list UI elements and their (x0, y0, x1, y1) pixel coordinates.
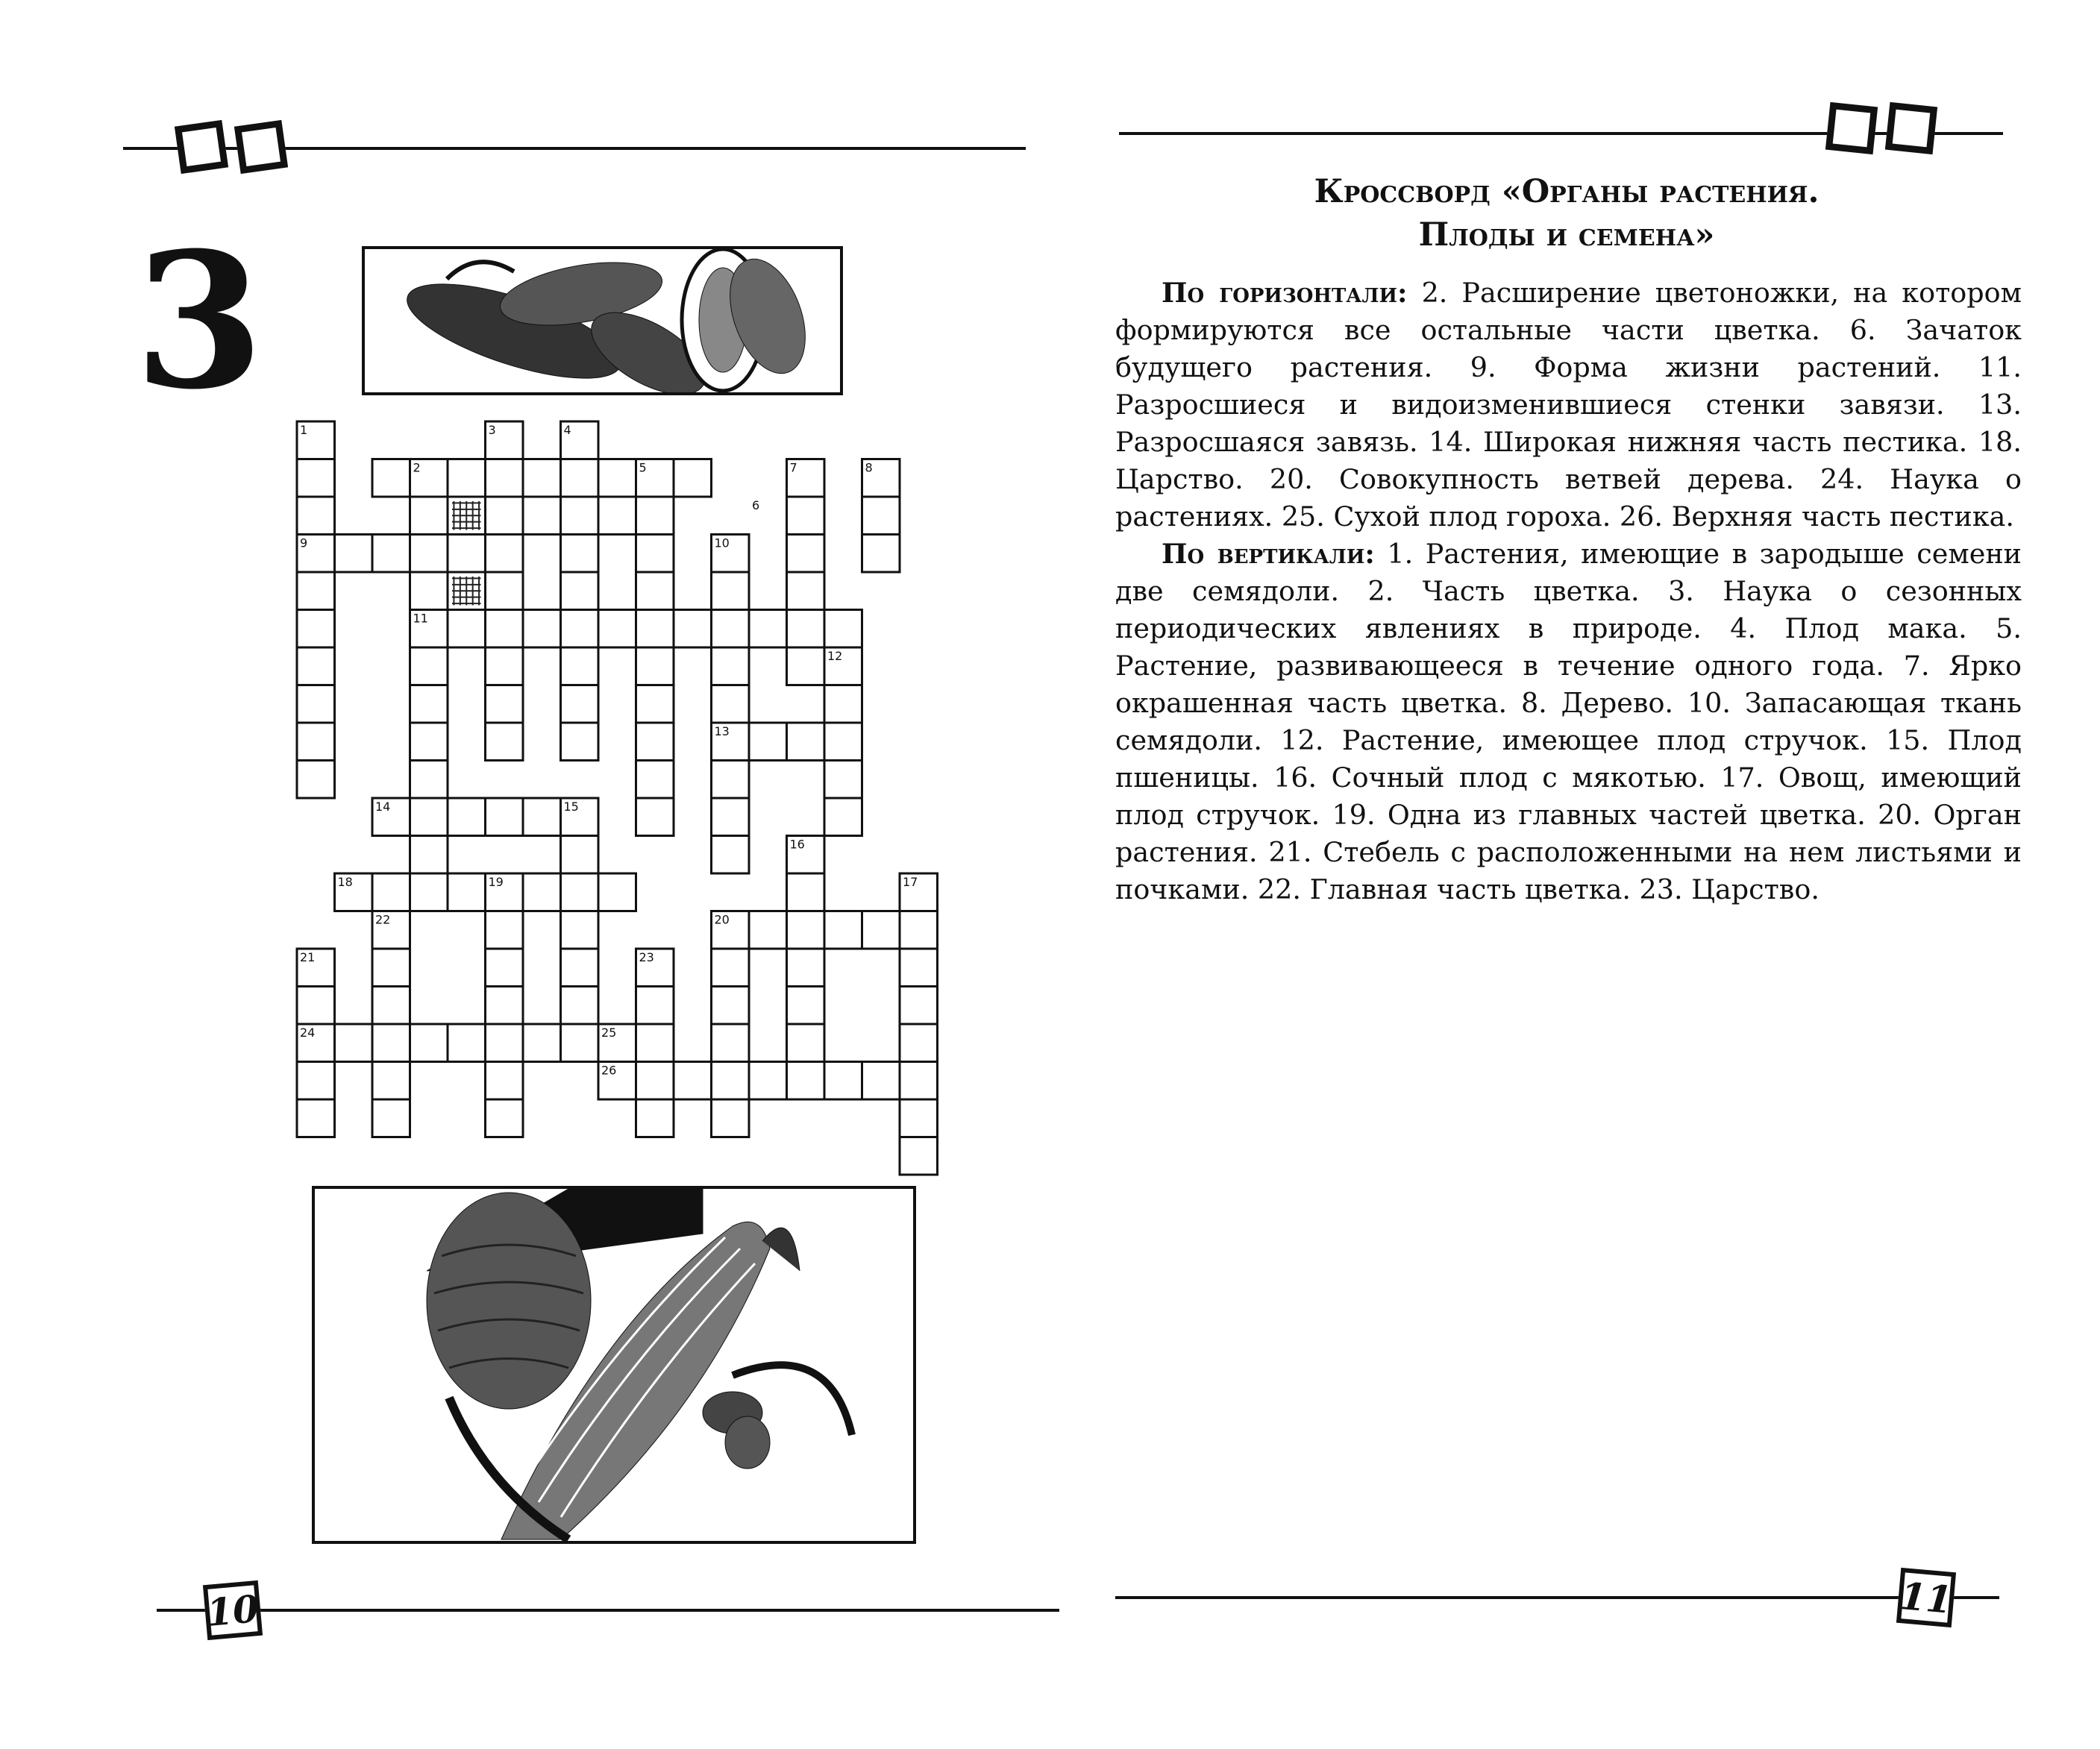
crossword-cell (297, 647, 335, 685)
crossword-cell (297, 459, 335, 497)
crossword-cell (787, 987, 825, 1025)
crossword-cell (561, 723, 599, 761)
crossword-cell (900, 1099, 938, 1137)
crossword-cell (712, 685, 750, 723)
clue-number: 5 (639, 460, 647, 475)
clue-number: 3 (488, 423, 496, 437)
crossword-cell (486, 572, 524, 610)
crossword-cell (712, 761, 750, 799)
crossword-cell (448, 1024, 486, 1062)
crossword-cell (372, 1024, 410, 1062)
crossword-cell (598, 873, 636, 911)
clue-number: 2 (413, 460, 421, 475)
vertical-label: По вертикали: (1162, 538, 1375, 570)
clue-number: 17 (903, 875, 918, 889)
crossword-cell (749, 723, 787, 761)
crossword-cell (372, 987, 410, 1025)
crossword-cell (787, 647, 825, 685)
crossword-cell (636, 610, 674, 648)
crossword-cell (824, 723, 862, 761)
crossword-cell (636, 761, 674, 799)
crossword-cell (372, 873, 410, 911)
crossword-cell (486, 459, 524, 497)
horizontal-label: По горизонтали: (1162, 277, 1408, 309)
crossword-cell (561, 987, 599, 1025)
crossword-cell (372, 949, 410, 987)
corn-cob-illustration (312, 1186, 916, 1544)
crossword-cell (561, 459, 599, 497)
crossword-cell (448, 798, 486, 836)
clue-number: 7 (789, 460, 797, 475)
crossword-cell (598, 497, 636, 535)
clue-number: 15 (563, 800, 579, 814)
crossword-cell (749, 1062, 787, 1100)
crossword-cell (636, 497, 674, 535)
crossword-cell (636, 685, 674, 723)
crossword-cell (787, 911, 825, 949)
crossword-cell (900, 987, 938, 1025)
crossword-cell (749, 610, 787, 648)
crossword-cell (410, 535, 448, 573)
shaded-cell (452, 577, 481, 606)
crossword-cell (712, 949, 750, 987)
crossword-cell (787, 610, 825, 648)
clue-number: 22 (375, 912, 391, 927)
crossword-cell (372, 1062, 410, 1100)
crossword-cell (824, 1062, 862, 1100)
crossword-cell (297, 987, 335, 1025)
crossword-cell (335, 535, 373, 573)
crossword-cell (674, 1062, 712, 1100)
crossword-cell (297, 685, 335, 723)
crossword-cell (636, 723, 674, 761)
crossword-cell (561, 497, 599, 535)
crossword-cell (486, 987, 524, 1025)
crossword-cell (636, 535, 674, 573)
crossword-cell (297, 610, 335, 648)
clue-number: 11 (413, 611, 428, 626)
crossword-cell (712, 1024, 750, 1062)
crossword-cell (410, 497, 448, 535)
crossword-cell (523, 798, 561, 836)
page-number-right-text: 11 (1898, 1573, 1955, 1622)
crossword-cell (486, 685, 524, 723)
crossword-cell (636, 1099, 674, 1137)
crossword-cell (410, 723, 448, 761)
crossword-cell (486, 1099, 524, 1137)
crossword-cell (712, 1062, 750, 1100)
crossword-cell (900, 911, 938, 949)
clue-number: 13 (714, 724, 730, 738)
crossword-cell (410, 685, 448, 723)
vertical-clues (1115, 536, 2022, 908)
crossword-cell (636, 647, 674, 685)
crossword-cell (486, 798, 524, 836)
crossword-cell (448, 873, 486, 911)
crossword-cell (523, 1024, 561, 1062)
crossword-cell (862, 1062, 900, 1100)
clue-number: 24 (300, 1026, 316, 1040)
clue-number: 10 (714, 536, 730, 550)
crossword-cell (561, 610, 599, 648)
clue-number: 19 (488, 875, 504, 889)
crossword-cell (674, 459, 712, 497)
shaded-cell (452, 501, 481, 530)
crossword-cell (486, 1024, 524, 1062)
crossword-cell (297, 497, 335, 535)
clue-number: 14 (375, 800, 391, 814)
crossword-cell (824, 798, 862, 836)
clue-number: 25 (601, 1026, 617, 1040)
crossword-cell (824, 685, 862, 723)
crossword-cell (636, 572, 674, 610)
crossword-cell (486, 647, 524, 685)
crossword-cell (712, 987, 750, 1025)
crossword-cell (523, 873, 561, 911)
clue-number: 8 (865, 460, 873, 475)
crossword-cell (486, 1062, 524, 1100)
crossword-cell (787, 497, 825, 535)
crossword-cell (712, 572, 750, 610)
crossword-cell (486, 911, 524, 949)
crossword-cell (448, 610, 486, 648)
crossword-cell (561, 685, 599, 723)
clue-number: 4 (563, 423, 571, 437)
clue-number: 23 (639, 950, 654, 964)
crossword-cell (900, 1062, 938, 1100)
crossword-cell (900, 949, 938, 987)
crossword-cell (410, 572, 448, 610)
crossword-cell (749, 911, 787, 949)
crossword-cell (486, 723, 524, 761)
crossword-cell (900, 1024, 938, 1062)
crossword-cell (410, 761, 448, 799)
crossword-cell (561, 572, 599, 610)
crossword-cell (636, 1024, 674, 1062)
crossword-cell (712, 610, 750, 648)
clue-number: 16 (789, 837, 805, 852)
crossword-cell (712, 836, 750, 874)
clue-number: 26 (601, 1063, 617, 1078)
crossword-cell (674, 610, 712, 648)
clues-block (1115, 274, 2022, 908)
crossword-cell (598, 459, 636, 497)
crossword-cell (372, 1099, 410, 1137)
crossword-cell (824, 610, 862, 648)
crossword-cell (523, 610, 561, 648)
crossword-cell (410, 647, 448, 685)
crossword-cell (712, 647, 750, 685)
crossword-cell (335, 1024, 373, 1062)
crossword-cell (486, 949, 524, 987)
crossword-cell (372, 535, 410, 573)
crossword-cell (862, 911, 900, 949)
crossword-cell (410, 798, 448, 836)
clue-number: 18 (337, 875, 353, 889)
crossword-cell (410, 1024, 448, 1062)
crossword-cell (297, 572, 335, 610)
crossword-cell (598, 610, 636, 648)
crossword-cell (862, 535, 900, 573)
crossword-cell (787, 572, 825, 610)
crossword-cell (448, 459, 486, 497)
crossword-cell (900, 1137, 938, 1175)
crossword-cell (787, 723, 825, 761)
crossword-cell (862, 497, 900, 535)
crossword-cell (787, 949, 825, 987)
crossword-cell (410, 836, 448, 874)
crossword-cell (410, 873, 448, 911)
crossword-cell (636, 798, 674, 836)
crossword-title-line2: Плоды и семена» (1418, 216, 1715, 254)
crossword-cell (372, 459, 410, 497)
crossword-cell (787, 535, 825, 573)
crossword-cell (561, 911, 599, 949)
horizontal-clues (1115, 274, 2022, 536)
crossword-cell (636, 987, 674, 1025)
crossword-cell (297, 761, 335, 799)
crossword-cell (561, 647, 599, 685)
clue-number: 6 (752, 498, 760, 512)
crossword-cell (787, 873, 825, 911)
crossword-cell (824, 761, 862, 799)
crossword-title-line1: Кроссворд «Органы растения. (1314, 173, 1820, 210)
crossword-cell (636, 1062, 674, 1100)
crossword-cell (486, 610, 524, 648)
crossword-cell (297, 1099, 335, 1137)
crossword-cell (448, 535, 486, 573)
crossword-cell (561, 535, 599, 573)
crossword-cell (787, 1024, 825, 1062)
crossword-cell (486, 535, 524, 573)
chapter-number: 3 (134, 211, 264, 430)
crossword-cell (561, 949, 599, 987)
clue-number: 21 (300, 950, 316, 964)
vertical-clues-text: 1. Растения, имеющие в зародыше семени две семядоли. 2. Часть цветка. 3. Наука о сезонных периодических явлениях в природе. 4. Плод мака. 5. Растение, развивающееся в течение одного года. 7. Ярко окрашенная часть цветка. 8. Дерево. 10. Запасающая ткань семядоли. 12. Растение, имеющее плод стручок. 15. Плод пшеницы. 16. Сочный плод с мякотью. 17. Овощ, имеющий плод стручок. 19. Одна из главных частей цветка. 20. Орган растения. 21. Стебель с расположенными на нем листьями и почками. 22. Главная часть цветка. 23. Царство. (1115, 538, 2022, 905)
clue-number: 20 (714, 912, 730, 927)
crossword-cell (297, 1062, 335, 1100)
clue-number: 12 (827, 649, 843, 663)
crossword-cell (486, 497, 524, 535)
crossword-cell (561, 873, 599, 911)
crossword-cell (787, 1062, 825, 1100)
crossword-cell (712, 798, 750, 836)
clue-number: 9 (300, 536, 308, 550)
crossword-cell (824, 911, 862, 949)
page-number-left-text: 10 (204, 1586, 261, 1635)
crossword-cell (523, 459, 561, 497)
crossword-cell (297, 723, 335, 761)
clue-number: 1 (300, 423, 308, 437)
crossword-cell (561, 1024, 599, 1062)
crossword-cell (523, 497, 561, 535)
crossword-cell (712, 1099, 750, 1137)
crossword-cell (561, 836, 599, 874)
horizontal-clues-text: 2. Расширение цветоножки, на котором формируются все остальные части цветка. 6. Зачаток будущего растения. 9. Форма жизни растений. 11. Разросшиеся и видоизменившиеся стенки завязи. 13. Разросшаяся завязь. 14. Широкая нижняя часть пестика. 18. Царство. 20. Совокупность ветвей дерева. 24. Наука о растениях. 25. Сухой плод гороха. 26. Верхняя часть пестика. (1115, 277, 2022, 533)
